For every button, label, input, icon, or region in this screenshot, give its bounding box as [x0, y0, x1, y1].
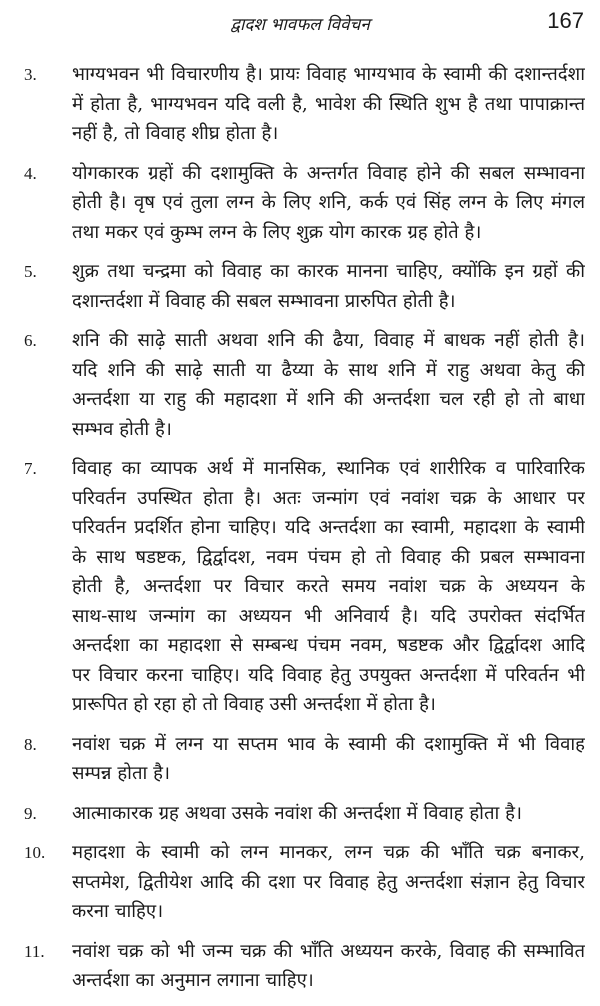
- item-text: [72, 60, 585, 149]
- text-line: परिवर्तन उपस्थित होता है। अतः जन्मांग एवं नवांश चक्र के आधार पर: [72, 487, 585, 509]
- item-text: [72, 326, 585, 444]
- list-item: [0, 838, 600, 927]
- item-text: [72, 937, 585, 996]
- item-number: 10.: [24, 843, 46, 862]
- text-line: होती है, अन्तर्दशा पर विचार करते समय नवांश चक्र के अध्ययन के: [72, 576, 585, 597]
- list-item: [0, 454, 600, 720]
- item-number: 8.: [24, 734, 37, 754]
- item-text: [72, 454, 585, 720]
- item-number: 5.: [24, 262, 37, 281]
- text-line: भाग्यभवन भी विचारणीय है। प्रायः विवाह भाग्यभाव के स्वामी की दशान्तर्दशा: [72, 64, 585, 85]
- list-item: [0, 257, 600, 316]
- item-number: 4.: [24, 163, 37, 183]
- text-line: सम्भव होती है।: [72, 418, 172, 440]
- item-number: 3.: [24, 65, 37, 84]
- text-line: अन्तर्दशा का महादशा से सम्बन्ध पंचम नवम, षडष्टक और द्विर्द्वादश आदि: [72, 635, 585, 656]
- text-line: सम्पन्न होता है।: [72, 763, 171, 784]
- page-header: [0, 6, 600, 40]
- text-line: के साथ षडष्टक, द्विर्द्वादश, नवम पंचम हो तो विवाह की प्रबल सम्भावना: [72, 546, 585, 568]
- text-line: दशान्तर्दशा में विवाह की सबल सम्भावना प्रारुपित होती है।: [72, 290, 456, 312]
- text-line: साथ-साथ जन्मांग का अध्ययन भी अनिवार्य है। यदि उपरोक्त संदर्भित: [72, 605, 585, 627]
- text-line: महादशा के स्वामी को लग्न मानकर, लग्न चक्र की भाँति चक्र बनाकर,: [72, 842, 585, 863]
- list-item: [0, 159, 600, 248]
- item-number: 9.: [24, 803, 37, 823]
- text-line: आत्माकारक ग्रह अथवा उसके नवांश की अन्तर्दशा में विवाह होता है।: [72, 802, 523, 824]
- text-line: नवांश चक्र को भी जन्म चक्र की भाँति अध्ययन करके, विवाह की सम्भावित: [72, 940, 585, 962]
- text-line: शुक्र तथा चन्द्रमा को विवाह का कारक मानना चाहिए, क्योंकि इन ग्रहों की: [72, 261, 585, 282]
- text-line: अन्तर्दशा या राहु की महादशा में शनि की अन्तर्दशा चल रही हो तो बाधा: [72, 389, 585, 410]
- item-text: [72, 799, 585, 829]
- item-text: [72, 159, 585, 248]
- item-text: [72, 838, 585, 927]
- text-line: नवांश चक्र में लग्न या सप्तम भाव के स्वामी की दशामुक्ति में भी विवाह: [72, 733, 585, 755]
- page-number: 167: [547, 8, 584, 33]
- list-item: [0, 730, 600, 789]
- numbered-list: [0, 60, 600, 1006]
- item-number: 6.: [24, 331, 37, 350]
- text-line: में होता है, भाग्यभवन यदि वली है, भावेश की स्थिति शुभ है तथा पापाक्रान्त: [72, 93, 585, 115]
- list-item: [0, 60, 600, 149]
- item-text: [72, 257, 585, 316]
- text-line: होती है। वृष एवं तुला लग्न के लिए शनि, कर्क एवं सिंह लग्न के लिए मंगल: [72, 192, 585, 213]
- text-line: पर विचार करना चाहिए। यदि विवाह हेतु उपयुक्त अन्तर्दशा में परिवर्तन भी: [72, 664, 585, 686]
- text-line: परिवर्तन प्रदर्शित होना चाहिए। यदि अन्तर्दशा का स्वामी, महादशा के स्वामी: [72, 517, 585, 538]
- text-line: तथा मकर एवं कुम्भ लग्न के लिए शुक्र योग कारक ग्रह होते है।: [72, 221, 482, 243]
- list-item: [0, 799, 600, 829]
- text-line: नहीं है, तो विवाह शीघ्र होता है।: [72, 123, 279, 144]
- text-line: यदि शनि की साढ़े साती या ढैय्या के साथ शनि में राहु अथवा केतु की: [72, 359, 585, 381]
- item-number: 7.: [24, 459, 37, 478]
- text-line: विवाह का व्यापक अर्थ में मानसिक, स्थानिक एवं शारीरिक व पारिवारिक: [72, 458, 585, 479]
- text-line: योगकारक ग्रहों की दशामुक्ति के अन्तर्गत विवाह होने की सबल सम्भावना: [72, 162, 585, 184]
- list-item: [0, 326, 600, 444]
- running-title: द्वादश भावफल विवेचन: [230, 15, 370, 35]
- list-item: [0, 937, 600, 996]
- text-line: सप्तमेश, द्वितीयेश आदि की दशा पर विवाह हेतु अन्तर्दशा संज्ञान हेतु विचार: [72, 871, 585, 893]
- item-number: 11.: [24, 941, 45, 961]
- text-line: करना चाहिए।: [72, 901, 164, 922]
- text-line: प्रारूपित हो रहा हो तो विवाह उसी अन्तर्दशा में होता है।: [72, 694, 436, 715]
- text-line: अन्तर्दशा का अनुमान लगाना चाहिए।: [72, 970, 314, 991]
- item-text: [72, 730, 585, 789]
- text-line: शनि की साढ़े साती अथवा शनि की ढैया, विवाह में बाधक नहीं होती है।: [72, 330, 585, 351]
